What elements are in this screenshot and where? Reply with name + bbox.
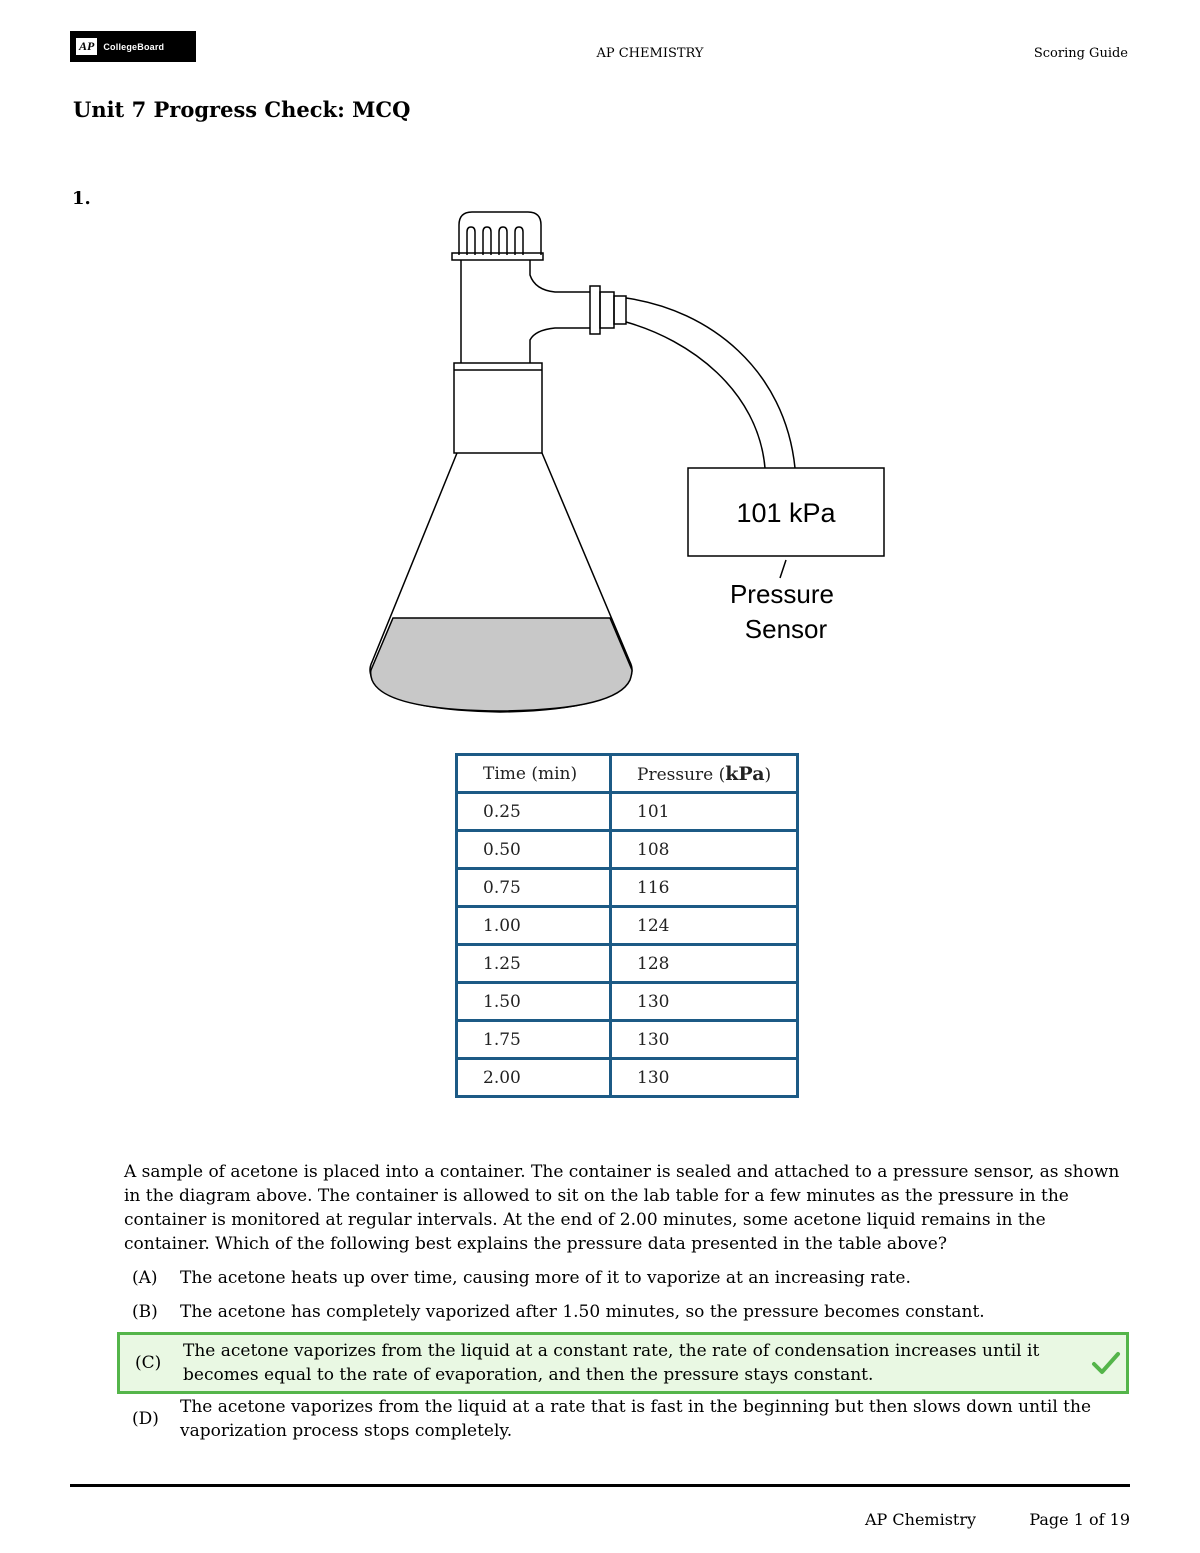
- table-row: [457, 945, 798, 983]
- pressure-cell: 101: [611, 793, 798, 831]
- answer-option-a[interactable]: [124, 1266, 1130, 1290]
- header-time: Time (min): [457, 755, 611, 793]
- pressure-data-table: [455, 753, 799, 1098]
- logo-ap-mark: AP: [76, 38, 97, 55]
- acetone-liquid: [371, 618, 632, 711]
- option-letter: (D): [132, 1409, 159, 1429]
- option-letter: (B): [132, 1302, 158, 1322]
- table-row: [457, 1059, 798, 1097]
- page-title: Unit 7 Progress Check: MCQ: [73, 97, 411, 122]
- option-text: The acetone vaporizes from the liquid at a constant rate, the rate of condensation increases until it becomes equal to the rate of evaporation, and then the pressure stays constant.: [183, 1341, 1040, 1385]
- time-cell: 0.50: [457, 831, 611, 869]
- header-pressure-close: ): [764, 764, 772, 785]
- pressure-cell: 108: [611, 831, 798, 869]
- answer-option-b[interactable]: [124, 1300, 1130, 1324]
- header-guide-label: Scoring Guide: [1033, 46, 1128, 61]
- header-subject: AP CHEMISTRY: [596, 46, 704, 61]
- table-row: [457, 793, 798, 831]
- table-row: [457, 831, 798, 869]
- table-row: [457, 983, 798, 1021]
- pressure-cell: 130: [611, 1021, 798, 1059]
- footer-course: AP Chemistry: [865, 1510, 977, 1529]
- question-stem: A sample of acetone is placed into a container. The container is sealed and attached to a pressure sensor, as shown in the diagram above. The container is allowed to sit on the lab table for a few minutes as the pressure in the container is monitored at regular intervals. At the end of 2.00 minutes, some acetone liquid remains in the container. Which of the following best explains the pressure data presented in the table above?: [124, 1162, 1120, 1254]
- question-number: 1.: [72, 188, 91, 209]
- table-row: [457, 907, 798, 945]
- hose: [626, 298, 795, 468]
- time-cell: 1.50: [457, 983, 611, 1021]
- ground-glass-joint: [454, 363, 542, 453]
- option-text: The acetone heats up over time, causing more of it to vaporize at an increasing rate.: [180, 1268, 911, 1288]
- logo-collegeboard-text: CollegeBoard: [103, 41, 165, 52]
- correct-checkmark-icon: [1086, 1351, 1126, 1375]
- table-row: [457, 1021, 798, 1059]
- pressure-cell: 128: [611, 945, 798, 983]
- sensor-label-line2: Sensor: [744, 614, 828, 644]
- side-arm-fitting: [590, 286, 600, 334]
- pressure-cell: 130: [611, 983, 798, 1021]
- table-row: [457, 869, 798, 907]
- pressure-cell: 116: [611, 869, 798, 907]
- time-cell: 2.00: [457, 1059, 611, 1097]
- footer-page-number: Page 1 of 19: [1029, 1510, 1130, 1529]
- table-header-row: [457, 755, 798, 793]
- pressure-cell: 124: [611, 907, 798, 945]
- sensor-label-line1: Pressure: [729, 579, 835, 609]
- stopper-cap: [459, 212, 541, 255]
- header-pressure-label: Pressure (: [637, 764, 726, 785]
- time-cell: 0.25: [457, 793, 611, 831]
- option-text: The acetone has completely vaporized after 1.50 minutes, so the pressure becomes constant.: [180, 1302, 985, 1322]
- answer-option-d[interactable]: [124, 1395, 1130, 1443]
- flask-pressure-diagram: [340, 200, 920, 720]
- option-text: The acetone vaporizes from the liquid at a rate that is fast in the beginning but then slows down until the vaporization process stops completely.: [180, 1397, 1092, 1441]
- time-cell: 0.75: [457, 869, 611, 907]
- header-pressure: [611, 755, 798, 793]
- header-pressure-unit: kPa: [725, 762, 765, 785]
- collegeboard-logo: [70, 31, 196, 62]
- flask-neck: [461, 260, 590, 363]
- option-letter: (A): [132, 1268, 158, 1288]
- option-letter: (C): [135, 1353, 162, 1373]
- sensor-reading: 101 kPa: [736, 498, 836, 528]
- time-cell: 1.00: [457, 907, 611, 945]
- answer-option-c-correct[interactable]: [117, 1332, 1129, 1394]
- footer-divider: [70, 1484, 1130, 1487]
- stopper-rim: [452, 253, 543, 260]
- time-cell: 1.75: [457, 1021, 611, 1059]
- pressure-cell: 130: [611, 1059, 798, 1097]
- time-cell: 1.25: [457, 945, 611, 983]
